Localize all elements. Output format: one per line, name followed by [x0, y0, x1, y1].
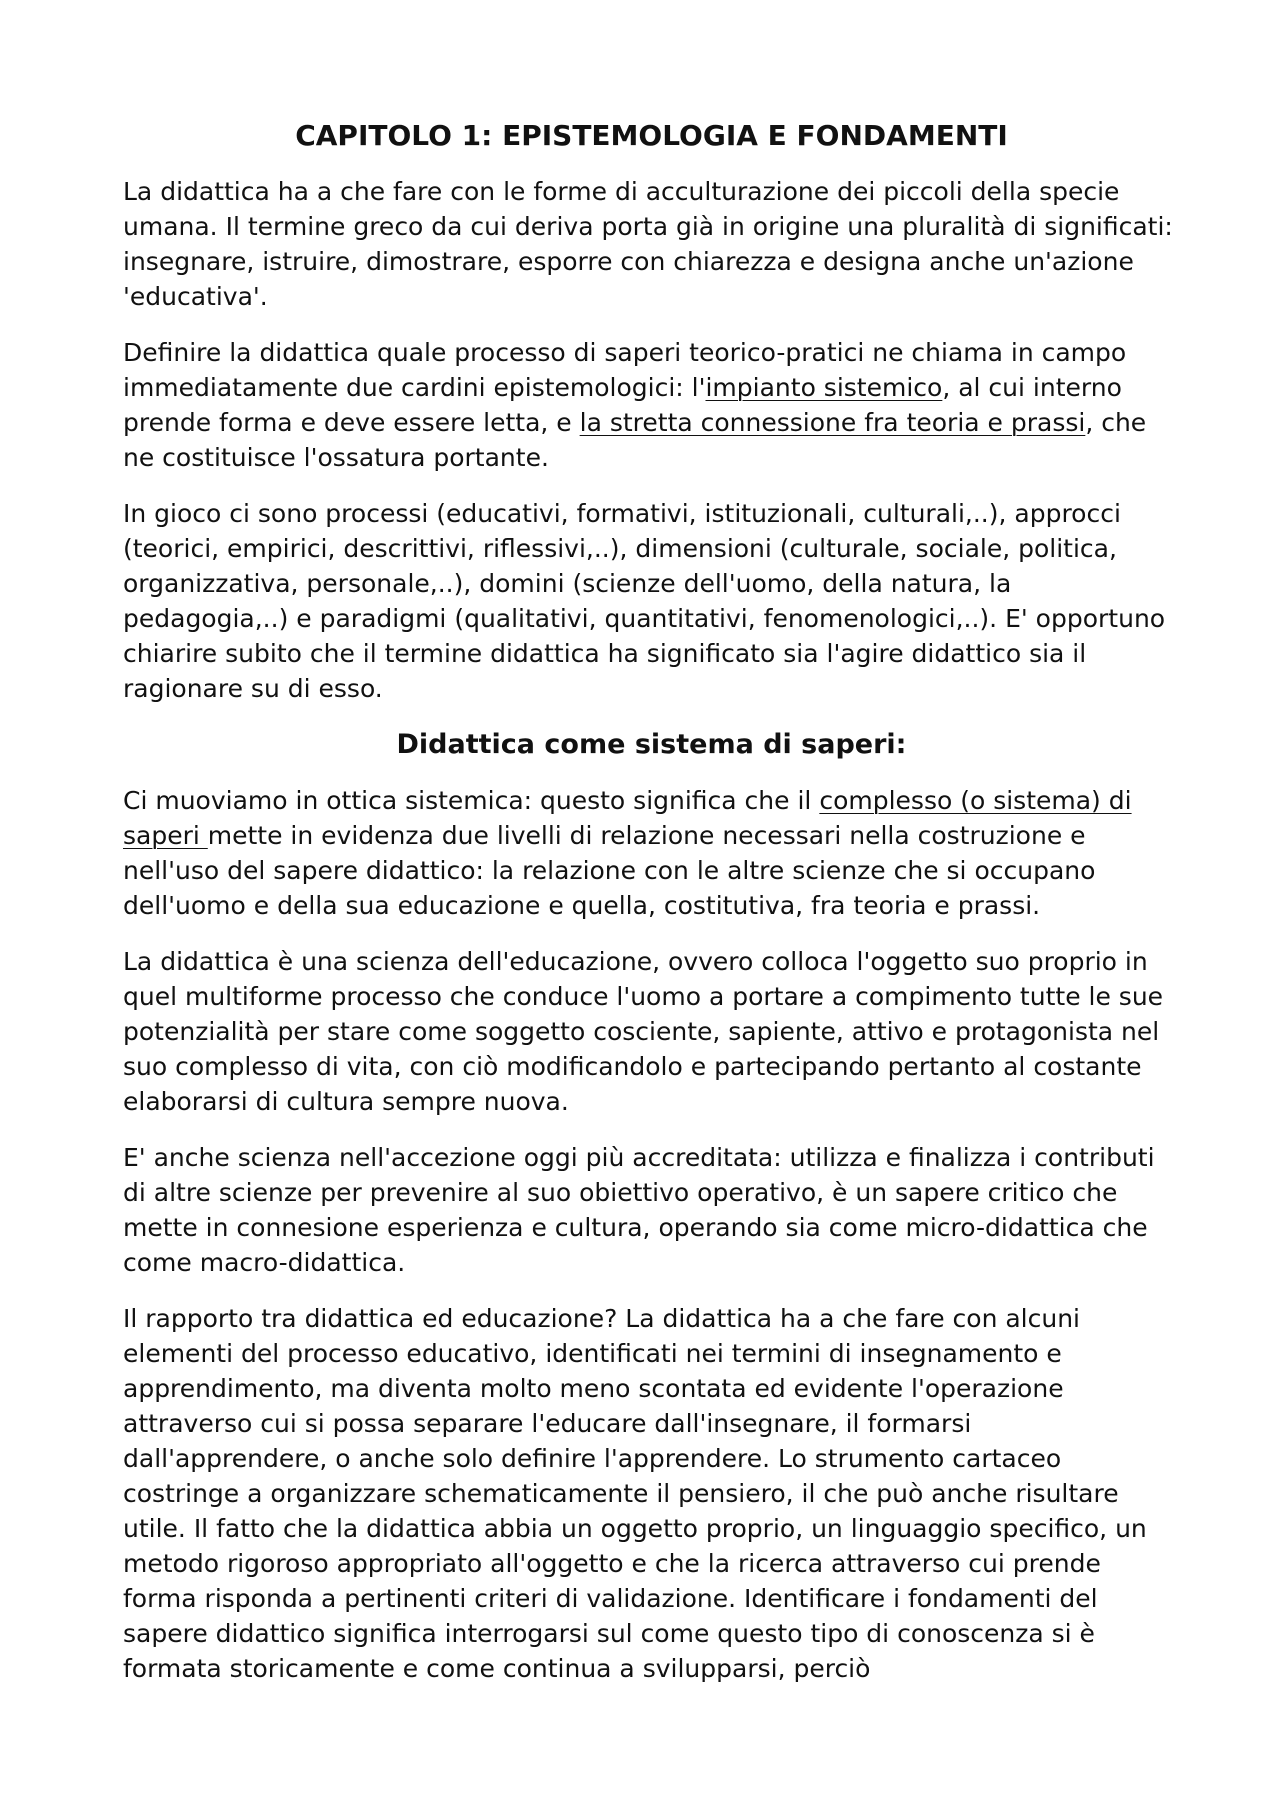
paragraph-text: Definire la didattica quale processo di saperi teorico-pratici ne chiama in campo immediatamente due cardini epistemologici: l': [123, 338, 1127, 402]
paragraph-text: mette in evidenza due livelli di relazione necessari nella costruzione e nell'uso del sapere didattico: la relazione con le altre scienze che si occupano dell'uomo e della sua educazione e quella, costitutiva, fra teoria e prassi.: [123, 821, 1096, 920]
paragraph-accezione: E' anche scienza nell'accezione oggi più accreditata: utilizza e finalizza i contributi di altre scienze per prevenire al suo obiettivo operativo, è un sapere critico che mette in connesione esperienza e cultura, operando sia come micro-didattica che come macro-didattica.: [123, 1143, 1155, 1277]
underlined-connessione-teoria-prassi: la stretta connessione fra teoria e prassi: [579, 408, 1086, 437]
underlined-impianto-sistemico: impianto sistemico: [705, 373, 943, 402]
underlined-complesso-saperi: complesso (o sistema) di saperi: [123, 786, 1132, 850]
paragraph-scienza-educazione: La didattica è una scienza dell'educazione, ovvero colloca l'oggetto suo proprio in quel multiforme processo che conduce l'uomo a portare a compimento tutte le sue potenzialità per stare come soggetto cosciente, sapiente, attivo e protagonista nel suo complesso di vita, con ciò modificandolo e partecipando pertanto al costante elaborarsi di cultura sempre nuova.: [123, 947, 1164, 1116]
section-title: Didattica come sistema di saperi:: [396, 729, 907, 760]
paragraph-rapporto: Il rapporto tra didattica ed educazione? La didattica ha a che fare con alcuni elementi del processo educativo, identificati nei termini di insegnamento e apprendimento, ma diventa molto meno scontata ed evidente l'operazione attraverso cui si possa separare l'educare dall'insegnare, il formarsi dall'apprendere, o anche solo definire l'apprendere. Lo strumento cartaceo costringe a organizzare schematicamente il pensiero, il che può anche risultare utile. Il fatto che la didattica abbia un oggetto proprio, un linguaggio specifico, un metodo rigoroso appropriato all'oggetto e che la ricerca attraverso cui prende forma risponda a pertinenti criteri di validazione. Identificare i fondamenti del sapere didattico significa interrogarsi sul come questo tipo di conoscenza si è formata storicamente e come continua a svilupparsi, perciò: [123, 1304, 1147, 1683]
paragraph-text: , che ne costituisce l'ossatura portante.: [123, 408, 1147, 472]
paragraph-intro: La didattica ha a che fare con le forme di acculturazione dei piccoli della specie umana. Il termine greco da cui deriva porta già in origine una pluralità di significati: insegnare, istruire, dimostrare, esporre con chiarezza e designa anche un'azione 'educativa'.: [123, 177, 1173, 311]
paragraph-processi: In gioco ci sono processi (educativi, formativi, istituzionali, culturali,..), approcci (teorici, empirici, descrittivi, riflessivi,..), dimensioni (culturale, sociale, politica, organizzativa, personale,..), domini (scienze dell'uomo, della natura, la pedagogia,..) e paradigmi (qualitativi, quantitativi, fenomenologici,..). E' opportuno chiarire subito che il termine didattica ha significato sia l'agire didattico sia il ragionare su di esso.: [123, 499, 1166, 703]
paragraph-cardini: [123, 335, 1180, 475]
paragraph-ottica-sistemica: [123, 783, 1180, 923]
paragraph-text: Ci muoviamo in ottica sistemica: questo significa che il: [123, 786, 820, 815]
paragraph-text: , al cui interno prende forma e deve essere letta, e: [123, 373, 1122, 437]
chapter-title: CAPITOLO 1: EPISTEMOLOGIA E FONDAMENTI: [295, 119, 1008, 152]
